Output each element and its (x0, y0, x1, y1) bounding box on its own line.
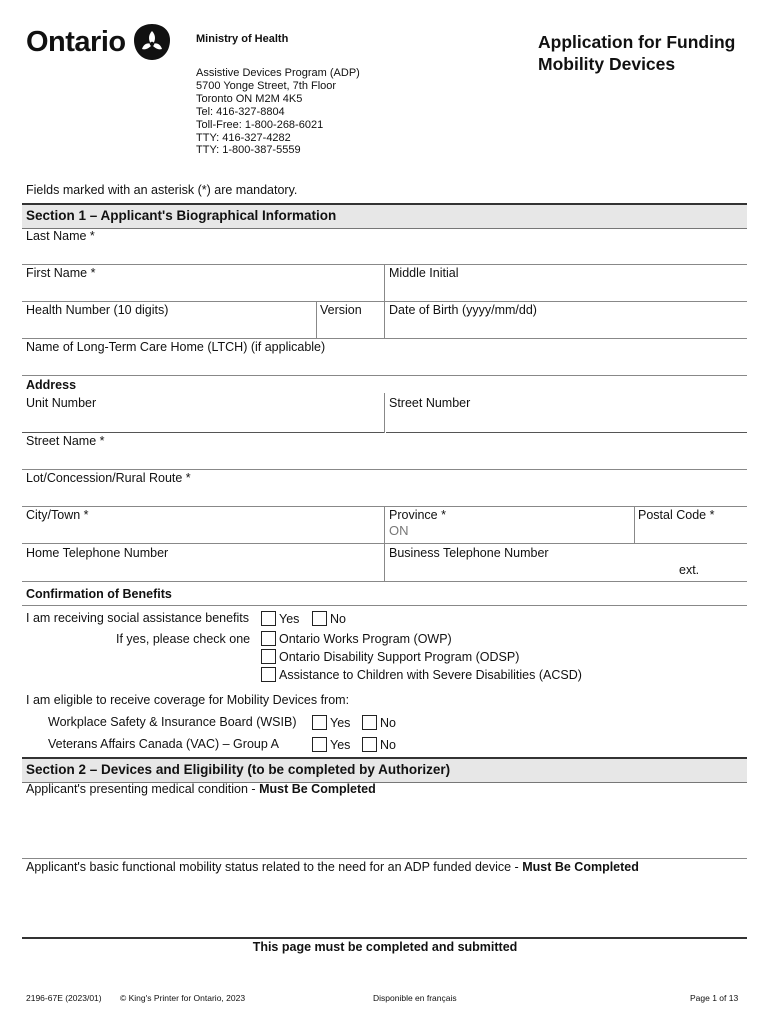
wsib-label: Workplace Safety & Insurance Board (WSIB) (48, 715, 297, 729)
form-title-line-1: Application for Funding (538, 32, 736, 52)
must-complete-text: Must Be Completed (522, 860, 639, 874)
page-completion-note: This page must be completed and submitted (252, 940, 518, 954)
street-number-field[interactable] (389, 413, 744, 429)
section-2-heading: Section 2 – Devices and Eligibility (to be completed by Authorizer) (22, 757, 747, 783)
divider (22, 469, 747, 470)
dob-field[interactable] (389, 320, 744, 336)
divider (384, 301, 385, 338)
logo-wordmark: Ontario (26, 25, 126, 58)
ltch-field[interactable] (26, 357, 746, 373)
no-label: No (380, 738, 396, 752)
address-line: TTY: 1-800-387-5559 (196, 144, 301, 157)
last-name-label: Last Name * (26, 229, 95, 243)
yes-label: Yes (330, 716, 351, 730)
form-title-line-2: Mobility Devices (538, 54, 676, 74)
unit-number-label: Unit Number (26, 396, 97, 410)
divider (22, 937, 747, 939)
divider (22, 375, 747, 376)
home-phone-field[interactable] (26, 563, 381, 579)
postal-code-label: Postal Code * (638, 508, 715, 522)
divider (384, 543, 385, 581)
if-yes-label: If yes, please check one (116, 632, 251, 646)
address-line: Toll-Free: 1-800-268-6021 (196, 118, 324, 131)
province-label: Province * (389, 508, 446, 522)
vac-no-checkbox[interactable] (362, 737, 377, 752)
wsib-yes-checkbox[interactable] (312, 715, 327, 730)
owp-checkbox[interactable] (261, 631, 276, 646)
lot-field[interactable] (26, 488, 746, 504)
page-number: Page 1 of 13 (690, 993, 739, 1003)
version-field[interactable] (320, 320, 382, 336)
divider (384, 506, 385, 543)
must-complete-text: Must Be Completed (259, 782, 376, 796)
mandatory-note: Fields marked with an asterisk (*) are mandatory. (26, 183, 298, 197)
divider (386, 432, 747, 433)
divider (22, 581, 747, 582)
copyright: © King's Printer for Ontario, 2023 (120, 993, 246, 1003)
province-field[interactable]: ON (389, 523, 409, 538)
divider (316, 301, 317, 338)
city-label: City/Town * (26, 508, 89, 522)
first-name-field[interactable] (26, 283, 381, 299)
social-assistance-no-checkbox[interactable] (312, 611, 327, 626)
section-1-heading: Section 1 – Applicant's Biographical Information (22, 203, 747, 229)
form-title (538, 31, 735, 75)
eligible-label: I am eligible to receive coverage for Mobility Devices from: (26, 693, 350, 707)
trillium-icon (132, 22, 172, 62)
program-address (196, 67, 360, 157)
vac-label: Veterans Affairs Canada (VAC) – Group A (48, 737, 279, 751)
mobility-status-field[interactable] (26, 877, 746, 933)
health-number-field[interactable] (26, 320, 314, 336)
middle-initial-field[interactable] (389, 283, 744, 299)
street-number-label: Street Number (389, 396, 471, 410)
address-line: 5700 Yonge Street, 7th Floor (196, 79, 337, 92)
acsd-label: Assistance to Children with Severe Disabilities (ACSD) (279, 668, 582, 682)
ministry-name: Ministry of Health (196, 33, 289, 45)
divider (384, 264, 385, 301)
yes-label: Yes (279, 612, 300, 626)
version-label: Version (320, 303, 362, 317)
unit-number-field[interactable] (26, 413, 381, 429)
mobility-status-text: Applicant's basic functional mobility status related to the need for an ADP funded device - (26, 860, 523, 874)
yes-label: Yes (330, 738, 351, 752)
street-name-label: Street Name * (26, 434, 105, 448)
middle-initial-label: Middle Initial (389, 266, 459, 280)
street-name-field[interactable] (26, 451, 746, 467)
wsib-no-checkbox[interactable] (362, 715, 377, 730)
ontario-logo (26, 22, 172, 62)
french-available-link[interactable]: Disponible en français (373, 993, 457, 1003)
last-name-field[interactable] (26, 246, 746, 262)
business-phone-field[interactable] (389, 563, 674, 579)
social-assistance-label: I am receiving social assistance benefits (26, 611, 250, 625)
address-line: Assistive Devices Program (ADP) (196, 67, 360, 79)
divider (22, 338, 747, 339)
benefits-heading: Confirmation of Benefits (26, 587, 172, 601)
postal-code-field[interactable] (638, 525, 744, 541)
city-field[interactable] (26, 525, 381, 541)
mobility-status-label (26, 860, 639, 874)
form-number: 2196-67E (2023/01) (26, 993, 102, 1003)
divider (384, 393, 385, 433)
dob-label: Date of Birth (yyyy/mm/dd) (389, 303, 537, 317)
business-phone-label: Business Telephone Number (389, 546, 549, 560)
owp-label: Ontario Works Program (OWP) (279, 632, 452, 646)
address-heading: Address (26, 378, 77, 392)
divider (634, 506, 635, 543)
medical-condition-field[interactable] (26, 799, 746, 855)
divider (22, 858, 747, 859)
health-number-label: Health Number (10 digits) (26, 303, 169, 317)
medical-condition-text: Applicant's presenting medical condition - (26, 782, 260, 796)
lot-label: Lot/Concession/Rural Route * (26, 471, 191, 485)
ltch-label: Name of Long-Term Care Home (LTCH) (if applicable) (26, 340, 326, 354)
social-assistance-yes-checkbox[interactable] (261, 611, 276, 626)
address-line: TTY: 416-327-4282 (196, 131, 291, 144)
medical-condition-label (26, 782, 376, 796)
address-line: Tel: 416-327-8804 (196, 105, 285, 118)
vac-yes-checkbox[interactable] (312, 737, 327, 752)
acsd-checkbox[interactable] (261, 667, 276, 682)
no-label: No (330, 612, 346, 626)
first-name-label: First Name * (26, 266, 96, 280)
odsp-checkbox[interactable] (261, 649, 276, 664)
ext-label: ext. (679, 563, 700, 577)
no-label: No (380, 716, 396, 730)
address-line: Toronto ON M2M 4K5 (196, 92, 303, 105)
odsp-label: Ontario Disability Support Program (ODSP) (279, 650, 520, 664)
divider (22, 605, 747, 606)
divider (22, 432, 384, 433)
home-phone-label: Home Telephone Number (26, 546, 169, 560)
